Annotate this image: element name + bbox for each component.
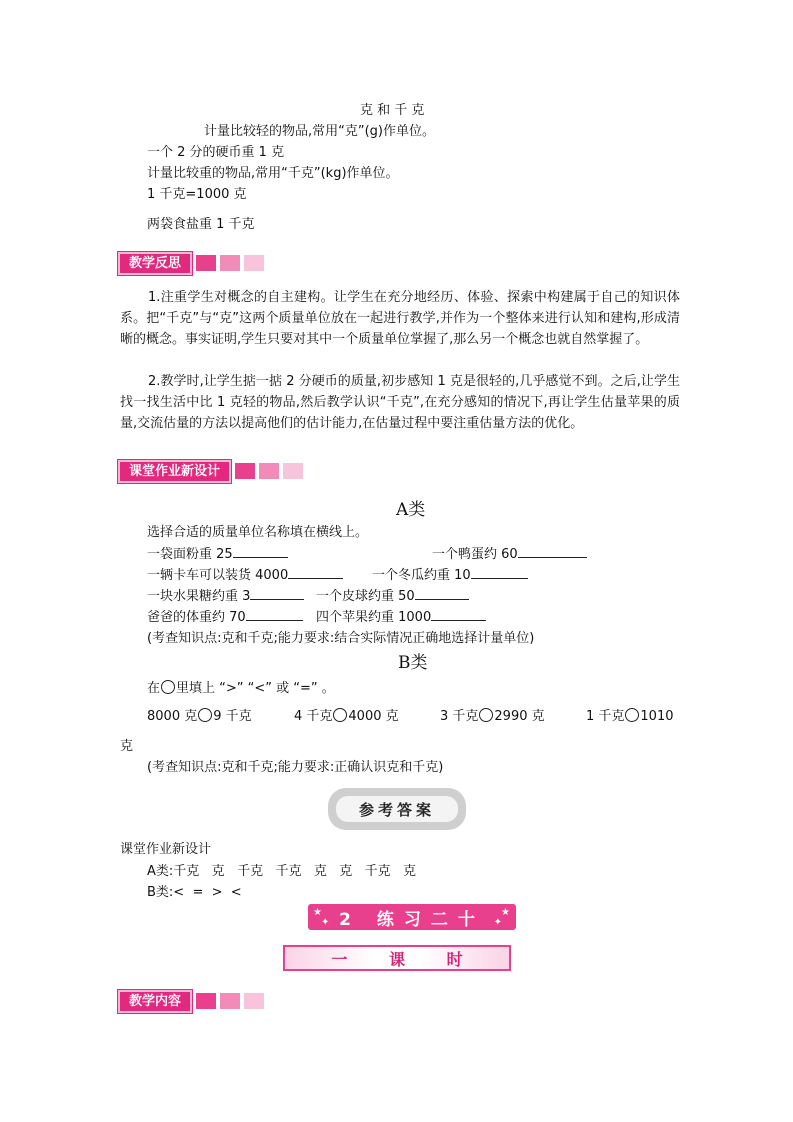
b-item-3-left: 3 千克	[440, 709, 479, 724]
answer-circle-sample	[161, 680, 175, 694]
header-square-2	[259, 463, 279, 479]
b-item-1-right: 9 千克	[213, 709, 252, 724]
reflection-paragraph-2: 2.教学时,让学生掂一掂 2 分硬币的质量,初步感知 1 克是很轻的,几乎感觉不到。之后,让学生找一找生活中比 1 克轻的物品,然后教学认识“千克”,在充分感知的情况下,再让学生估量苹果的质量,交流估量的方法以提高他们的估计能力,在估量过程中要注重估量方法的优化。	[120, 374, 680, 431]
a-note: (考查知识点:克和千克;能力要求:结合实际情况正确地选择计量单位)	[147, 631, 535, 646]
answer-banner-title: 参考答案	[358, 800, 435, 819]
content-header-title: 教学内容	[118, 990, 192, 1013]
intro-line-3: 计量比较重的物品,常用“千克”(kg)作单位。	[147, 166, 399, 181]
answer-banner-inner	[336, 796, 458, 822]
answer-blank[interactable]	[233, 545, 288, 558]
header-square-3	[244, 255, 264, 271]
content-header	[118, 990, 264, 1012]
reflection-header-title: 教学反思	[118, 252, 192, 275]
answer-circle[interactable]	[333, 708, 347, 722]
header-square-3	[244, 993, 264, 1009]
a-item-4: 一个冬瓜约重 10	[372, 568, 471, 583]
a-item-row-3b	[316, 585, 469, 604]
intro-line-2: 一个 2 分的硬币重 1 克	[147, 145, 285, 160]
answer-blank[interactable]	[288, 566, 343, 579]
header-square-2	[220, 255, 240, 271]
b-item-3-right: 2990 克	[494, 709, 545, 724]
intro-line-5: 两袋食盐重 1 千克	[147, 217, 255, 232]
intro-line-1: 计量比较轻的物品,常用“克”(g)作单位。	[204, 124, 435, 139]
intro-title: 克 和 千 克	[360, 103, 425, 118]
a-item-5: 一块水果糖约重 3	[147, 589, 251, 604]
homework-header	[118, 460, 303, 482]
b-item-4-wrap: 克	[120, 739, 134, 754]
b-item-2-left: 4 千克	[294, 709, 333, 724]
star-icon: ★	[501, 907, 510, 918]
b-note: (考查知识点:克和千克;能力要求:正确认识克和千克)	[147, 760, 444, 775]
a-item-1: 一袋面粉重 25	[147, 547, 233, 562]
header-square-3	[283, 463, 303, 479]
reflection-paragraph-1: 1.注重学生对概念的自主建构。让学生在充分地经历、体验、探索中构建属于自己的知识体系。把“千克”与“克”这两个质量单位放在一起进行教学,并作为一个整体来进行认知和建构,形成清晰的概念。事实证明,学生只要对其中一个质量单位掌握了,那么另一个概念也就自然掌握了。	[120, 290, 680, 347]
lesson-title: 2 练习二十	[339, 909, 485, 930]
answer-a-line: A类:千克 克 千克 千克 克 克 千克 克	[147, 864, 417, 879]
header-square-2	[220, 993, 240, 1009]
answer-circle[interactable]	[479, 708, 493, 722]
star-icon: ✦	[321, 917, 330, 928]
a-item-3: 一辆卡车可以装货 4000	[147, 568, 289, 583]
answer-blank[interactable]	[246, 608, 303, 621]
lesson-banner	[308, 904, 516, 930]
answer-circle[interactable]	[198, 708, 212, 722]
homework-header-title: 课堂作业新设计	[118, 460, 231, 483]
a-item-6: 一个皮球约重 50	[316, 589, 415, 604]
answer-blank[interactable]	[250, 587, 304, 600]
answer-section-label: 课堂作业新设计	[120, 842, 212, 857]
intro-line-4: 1 千克=1000 克	[147, 187, 247, 202]
b-instruction	[147, 677, 335, 696]
answer-circle[interactable]	[625, 708, 639, 722]
answer-blank[interactable]	[471, 566, 528, 579]
period-banner	[283, 945, 511, 971]
b-instruction-pre: 在	[147, 681, 161, 696]
category-b-title: B类	[398, 653, 428, 673]
a-item-8: 四个苹果约重 1000	[316, 610, 432, 625]
a-item-row-4	[147, 606, 303, 625]
b-item-2	[294, 705, 399, 724]
b-item-2-right: 4000 克	[348, 709, 399, 724]
b-item-3	[440, 705, 545, 724]
b-item-1-left: 8000 克	[147, 709, 198, 724]
b-item-1	[147, 705, 252, 724]
answer-blank[interactable]	[431, 608, 486, 621]
a-item-7: 爸爸的体重约 70	[147, 610, 246, 625]
a-item-row-4b	[316, 606, 486, 625]
b-item-4-right: 1010	[640, 709, 674, 724]
b-item-4	[586, 705, 674, 724]
a-item-row-3	[147, 585, 304, 604]
b-item-4-left: 1 千克	[586, 709, 625, 724]
answer-blank[interactable]	[518, 545, 587, 558]
a-item-2: 一个鸭蛋约 60	[432, 547, 518, 562]
answer-b-line: B类:< = > <	[147, 885, 242, 900]
answer-blank[interactable]	[415, 587, 469, 600]
category-a-title: A类	[396, 500, 426, 520]
answer-banner	[328, 788, 466, 830]
reflection-header	[118, 252, 264, 274]
header-square-1	[196, 993, 216, 1009]
a-item-row-1b	[432, 543, 587, 562]
b-instruction-post: 里填上 “>” “<” 或 “=” 。	[176, 681, 335, 696]
star-icon: ★	[313, 907, 322, 918]
header-square-1	[196, 255, 216, 271]
header-square-1	[235, 463, 255, 479]
a-item-row-1	[147, 543, 288, 562]
a-instruction: 选择合适的质量单位名称填在横线上。	[147, 525, 369, 540]
a-item-row-2b	[372, 564, 528, 583]
a-item-row-2	[147, 564, 343, 583]
star-icon: ✦	[493, 917, 502, 928]
period-title: 一 课 时	[331, 949, 481, 969]
